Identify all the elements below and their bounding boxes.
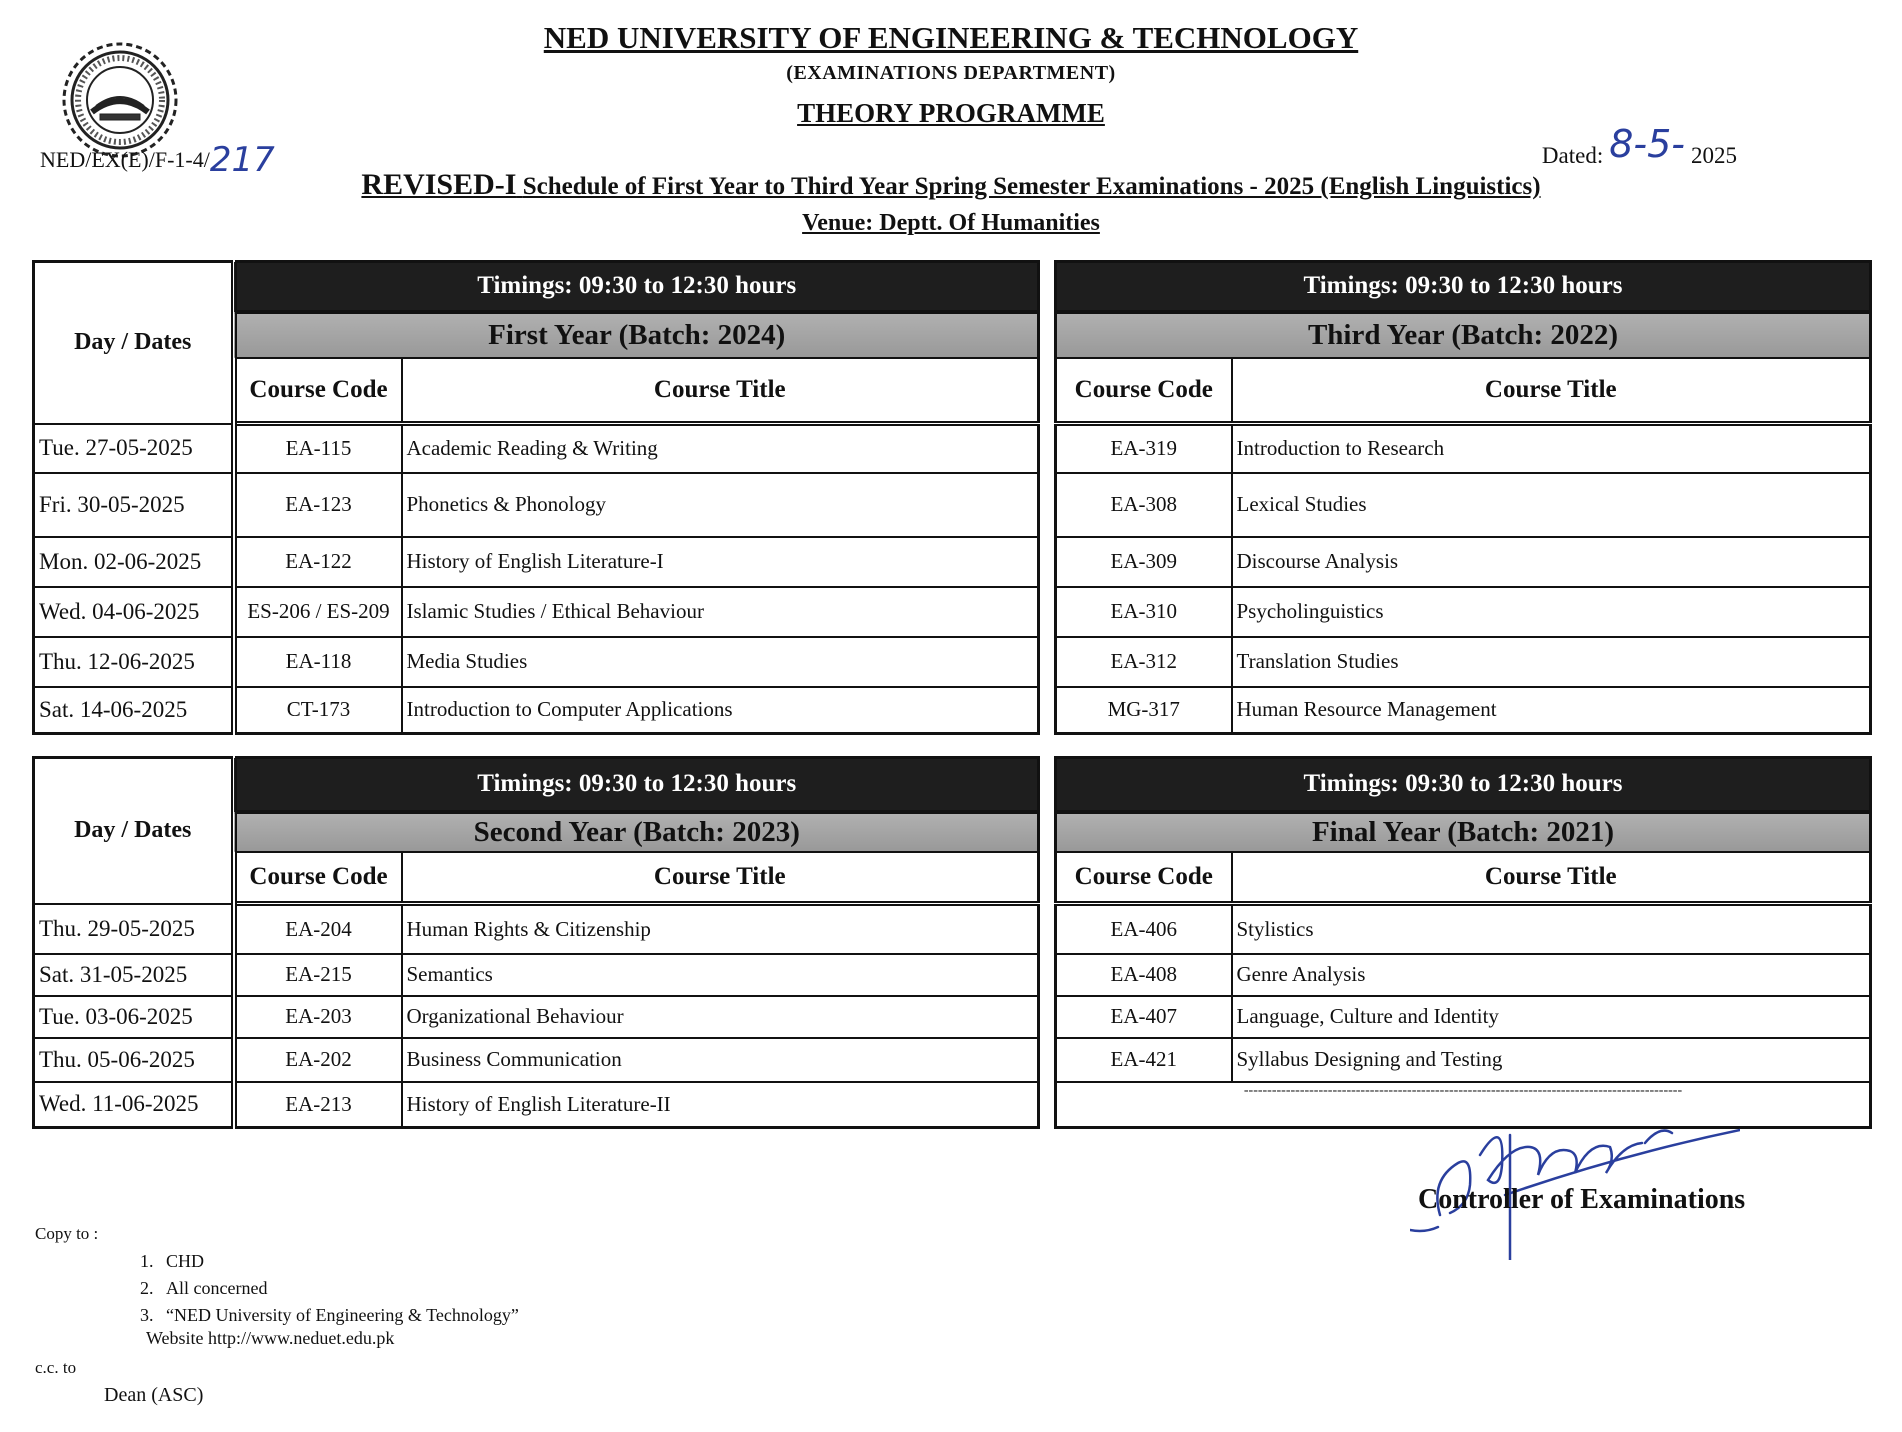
course-title: Syllabus Designing and Testing — [1232, 1038, 1871, 1082]
table-row — [34, 996, 1039, 1038]
list-item: 3. “NED University of Engineering & Technology” — [158, 1302, 519, 1329]
venue-line: Venue: Deptt. Of Humanities — [802, 210, 1100, 236]
table-row — [1056, 587, 1871, 637]
day-dates-header: Day / Dates — [34, 262, 234, 424]
exam-date: Fri. 30-05-2025 — [34, 473, 234, 537]
website-line: Website http://www.neduet.edu.pk — [146, 1328, 395, 1348]
course-code: EA-123 — [234, 473, 402, 537]
timing-band: Timings: 09:30 to 12:30 hours — [1056, 262, 1871, 312]
signature-icon — [1410, 1085, 1740, 1260]
university-name: NED UNIVERSITY OF ENGINEERING & TECHNOLOGY — [543, 20, 1359, 55]
course-title: Language, Culture and Identity — [1232, 996, 1871, 1038]
course-title: Human Resource Management — [1232, 687, 1871, 734]
table-row — [34, 687, 1039, 734]
first-year-schedule-table — [32, 260, 1040, 735]
table-row — [34, 587, 1039, 637]
course-title: Genre Analysis — [1232, 954, 1871, 996]
course-title: Discourse Analysis — [1232, 537, 1871, 587]
course-title: Translation Studies — [1232, 637, 1871, 687]
course-title: History of English Literature-I — [402, 537, 1039, 587]
table-row — [1056, 424, 1871, 473]
exam-date: Thu. 29-05-2025 — [34, 904, 234, 954]
course-title: Stylistics — [1232, 904, 1871, 954]
course-title: Academic Reading & Writing — [402, 424, 1039, 473]
cc-recipient: Dean (ASC) — [104, 1384, 204, 1406]
batch-heading: First Year (Batch: 2024) — [234, 312, 1039, 358]
course-title: Human Rights & Citizenship — [402, 904, 1039, 954]
course-title: Islamic Studies / Ethical Behaviour — [402, 587, 1039, 637]
course-code: EA-407 — [1056, 996, 1232, 1038]
table-row — [34, 1038, 1039, 1082]
exam-date: Mon. 02-06-2025 — [34, 537, 234, 587]
course-title: Organizational Behaviour — [402, 996, 1039, 1038]
course-code: EA-115 — [234, 424, 402, 473]
course-code: EA-310 — [1056, 587, 1232, 637]
exam-date: Wed. 11-06-2025 — [34, 1082, 234, 1128]
reference-prefix: NED/EX(E)/F-1-4/ — [40, 147, 210, 172]
course-code: EA-406 — [1056, 904, 1232, 954]
table-row — [1056, 537, 1871, 587]
course-code: MG-317 — [1056, 687, 1232, 734]
table-row — [34, 473, 1039, 537]
table-row — [34, 954, 1039, 996]
course-title: Lexical Studies — [1232, 473, 1871, 537]
dated-handwritten: 8-5- — [1609, 122, 1685, 166]
table-row — [1056, 473, 1871, 537]
batch-heading: Second Year (Batch: 2023) — [234, 812, 1039, 852]
course-code: EA-308 — [1056, 473, 1232, 537]
table-row — [34, 1082, 1039, 1128]
table-row — [1056, 637, 1871, 687]
course-code-header: Course Code — [1056, 852, 1232, 904]
course-code: CT-173 — [234, 687, 402, 734]
revised-label: REVISED-I — [361, 168, 517, 201]
course-title: Psycholinguistics — [1232, 587, 1871, 637]
course-code-header: Course Code — [1056, 358, 1232, 424]
day-dates-header: Day / Dates — [34, 758, 234, 904]
course-title: Semantics — [402, 954, 1039, 996]
course-title: Phonetics & Phonology — [402, 473, 1039, 537]
course-title: Media Studies — [402, 637, 1039, 687]
final-year-schedule-table — [1054, 756, 1872, 1129]
course-code: EA-213 — [234, 1082, 402, 1128]
timing-band: Timings: 09:30 to 12:30 hours — [1056, 758, 1871, 812]
copy-to-list — [108, 1248, 519, 1329]
table-row — [34, 424, 1039, 473]
third-year-schedule-table — [1054, 260, 1872, 735]
exam-date: Wed. 04-06-2025 — [34, 587, 234, 637]
course-title: Business Communication — [402, 1038, 1039, 1082]
course-code: EA-202 — [234, 1038, 402, 1082]
table-row — [1056, 904, 1871, 954]
table-row — [34, 904, 1039, 954]
empty-filler-row: ---------------------------------------------------------------------------------------------- — [1056, 1082, 1871, 1128]
course-title-header: Course Title — [402, 852, 1039, 904]
course-title: Introduction to Research — [1232, 424, 1871, 473]
table-row — [1056, 1038, 1871, 1082]
table-row — [1056, 954, 1871, 996]
course-code: EA-203 — [234, 996, 402, 1038]
exam-date: Sat. 31-05-2025 — [34, 954, 234, 996]
exam-date: Sat. 14-06-2025 — [34, 687, 234, 734]
table-row — [1056, 996, 1871, 1038]
reference-handwritten-number: 217 — [209, 140, 275, 180]
table-row — [34, 637, 1039, 687]
course-code-header: Course Code — [234, 358, 402, 424]
course-code: EA-204 — [234, 904, 402, 954]
course-title-header: Course Title — [402, 358, 1039, 424]
course-title-header: Course Title — [1232, 852, 1871, 904]
cc-to-label: c.c. to — [35, 1358, 77, 1377]
course-code: EA-122 — [234, 537, 402, 587]
second-year-schedule-table — [32, 756, 1040, 1129]
exam-date: Thu. 12-06-2025 — [34, 637, 234, 687]
dated-year: 2025 — [1691, 143, 1737, 168]
course-code: EA-309 — [1056, 537, 1232, 587]
timing-band: Timings: 09:30 to 12:30 hours — [234, 758, 1039, 812]
dated-label: Dated: — [1541, 143, 1604, 168]
course-code: EA-319 — [1056, 424, 1232, 473]
schedule-title-text: Schedule of First Year to Third Year Spring Semester Examinations - 2025 (English Linguistics) — [522, 173, 1541, 200]
table-row — [1056, 687, 1871, 734]
course-code: EA-215 — [234, 954, 402, 996]
course-code-header: Course Code — [234, 852, 402, 904]
exam-date: Tue. 27-05-2025 — [34, 424, 234, 473]
course-title-header: Course Title — [1232, 358, 1871, 424]
programme-heading: THEORY PROGRAMME — [797, 98, 1105, 128]
batch-heading: Final Year (Batch: 2021) — [1056, 812, 1871, 852]
schedule-title — [0, 168, 1902, 202]
dated-line — [1541, 122, 1737, 172]
course-code: EA-408 — [1056, 954, 1232, 996]
controller-of-examinations: Controller of Examinations — [1418, 1184, 1746, 1215]
timing-band: Timings: 09:30 to 12:30 hours — [234, 262, 1039, 312]
list-item: 2. All concerned — [158, 1275, 519, 1302]
list-item: 1. CHD — [158, 1248, 519, 1275]
course-title: Introduction to Computer Applications — [402, 687, 1039, 734]
course-code: EA-118 — [234, 637, 402, 687]
course-code: EA-421 — [1056, 1038, 1232, 1082]
batch-heading: Third Year (Batch: 2022) — [1056, 312, 1871, 358]
course-code: ES-206 / ES-209 — [234, 587, 402, 637]
table-row — [34, 537, 1039, 587]
copy-to-label: Copy to : — [35, 1224, 99, 1243]
department-name: (EXAMINATIONS DEPARTMENT) — [786, 62, 1116, 84]
exam-date: Thu. 05-06-2025 — [34, 1038, 234, 1082]
course-title: History of English Literature-II — [402, 1082, 1039, 1128]
exam-date: Tue. 03-06-2025 — [34, 996, 234, 1038]
course-code: EA-312 — [1056, 637, 1232, 687]
